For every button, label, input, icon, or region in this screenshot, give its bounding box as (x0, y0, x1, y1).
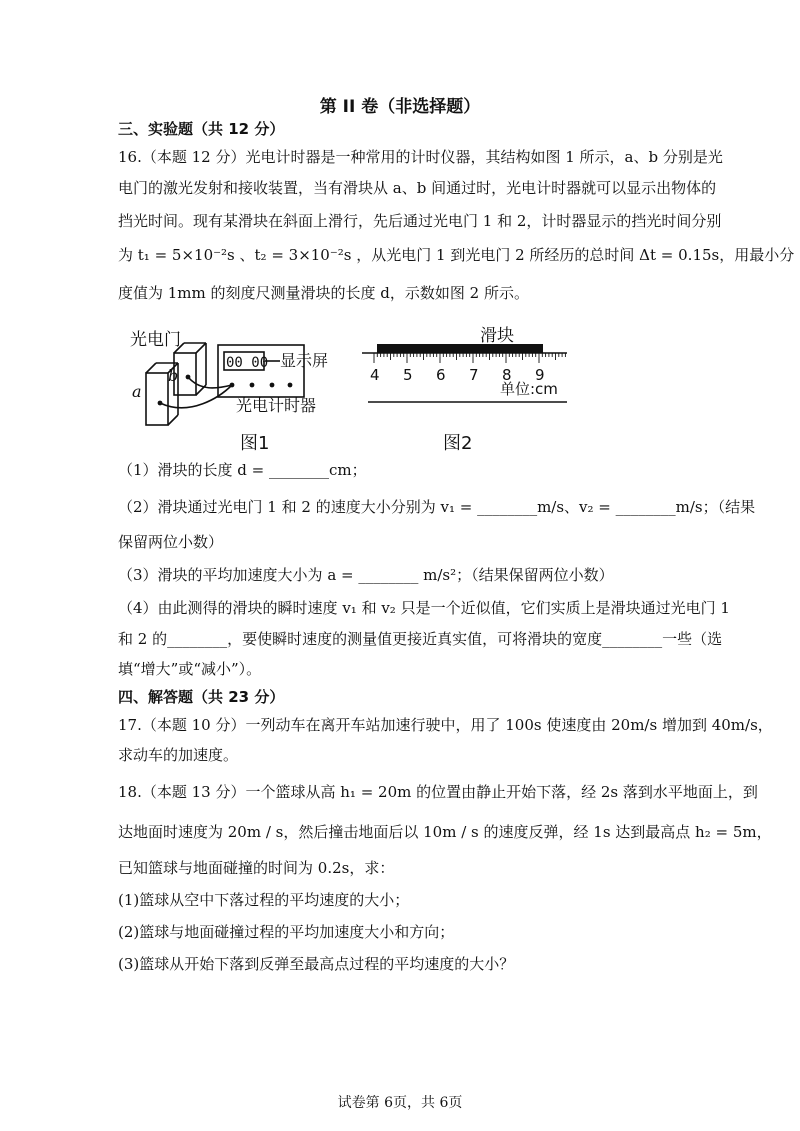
tick-label-7: 7 (469, 366, 479, 384)
q16-sub-3: （3）滑块的平均加速度大小为 a = ________ m/s²；（结果保留两位小数） (118, 566, 614, 584)
q18-part-1: (1)篮球从空中下落过程的平均速度的大小； (118, 891, 410, 909)
page-footer: 试卷第 6页，共 6页 (337, 1095, 463, 1111)
q16-sub-2a: （2）滑块通过光电门 1 和 2 的速度大小分别为 v₁ = ________m/s、v₂ = ________m/s；（结果 (118, 498, 756, 516)
q16-sub-4c: 填“增大”或“减小”）。 (118, 660, 262, 678)
q16-sub-2b: 保留两位小数） (118, 533, 224, 551)
q16-line-2: 电门的激光发射和接收装置，当有滑块从 a、b 间通过时，光电计时器就可以显示出物体的 (118, 179, 717, 197)
q18-line-2: 达地面时速度为 20m / s，然后撞击地面后以 10m / s 的速度反弹，经 1s 达到最高点 h₂ = 5m， (118, 823, 772, 841)
q17-line-2: 求动车的加速度。 (118, 746, 239, 764)
label-timer: 光电计时器 (236, 396, 317, 415)
page-title: 第 II 卷（非选择题） (319, 97, 481, 117)
q16-line-4: 为 t₁ = 5×10⁻²s 、t₂ = 3×10⁻²s ，从光电门 1 到光电门 2 所经历的总时间 Δt = 0.15s，用最小分 (118, 246, 795, 264)
q18-line-1: 18.（本题 13 分）一个篮球从高 h₁ = 20m 的位置由静止开始下落，经 2s 落到水平地面上，到 (118, 783, 758, 801)
display-readout: 00 00 (226, 355, 269, 371)
section4-heading: 四、解答题（共 23 分） (118, 688, 285, 706)
label-a: a (132, 382, 142, 401)
label-slider: 滑块 (480, 326, 514, 346)
q16-line-1: 16.（本题 12 分）光电计时器是一种常用的计时仪器，其结构如图 1 所示，a、b 分别是光 (118, 148, 723, 166)
q16-line-3: 挡光时间。现有某滑块在斜面上滑行，先后通过光电门 1 和 2，计时器显示的挡光时间分别 (118, 212, 722, 230)
q16-sub-1: （1）滑块的长度 d = ________cm； (118, 461, 367, 479)
q18-line-3: 已知篮球与地面碰撞的时间为 0.2s，求： (118, 859, 395, 877)
section3-heading: 三、实验题（共 12 分） (118, 120, 285, 138)
figure1-caption: 图1 (240, 433, 270, 454)
tick-label-4: 4 (370, 366, 380, 384)
q16-sub-4b: 和 2 的________，要使瞬时速度的测量值更接近真实值，可将滑块的宽度________一些（选 (118, 630, 723, 648)
label-unit: 单位:cm (500, 380, 558, 398)
label-display: 显示屏 (280, 351, 329, 370)
figure2-caption: 图2 (443, 433, 473, 454)
tick-label-9: 9 (535, 366, 545, 384)
q18-part-2: (2)篮球与地面碰撞过程的平均加速度大小和方向； (118, 923, 455, 941)
q18-part-3: (3)篮球从开始下落到反弹至最高点过程的平均速度的大小？ (118, 955, 515, 973)
q16-sub-4a: （4）由此测得的滑块的瞬时速度 v₁ 和 v₂ 只是一个近似值，它们实质上是滑块通过光电门 1 (118, 599, 730, 617)
q16-line-5: 度值为 1mm 的刻度尺测量滑块的长度 d，示数如图 2 所示。 (118, 284, 529, 302)
slider-block (377, 344, 543, 353)
q17-line-1: 17.（本题 10 分）一列动车在离开车站加速行驶中，用了 100s 使速度由 20m/s 增加到 40m/s， (118, 716, 773, 734)
tick-label-5: 5 (403, 366, 413, 384)
tick-label-8: 8 (502, 366, 512, 384)
figure2-ruler-diagram (362, 322, 577, 412)
label-photogate: 光电门 (130, 330, 181, 350)
tick-label-6: 6 (436, 366, 446, 384)
label-b: b (168, 366, 179, 385)
